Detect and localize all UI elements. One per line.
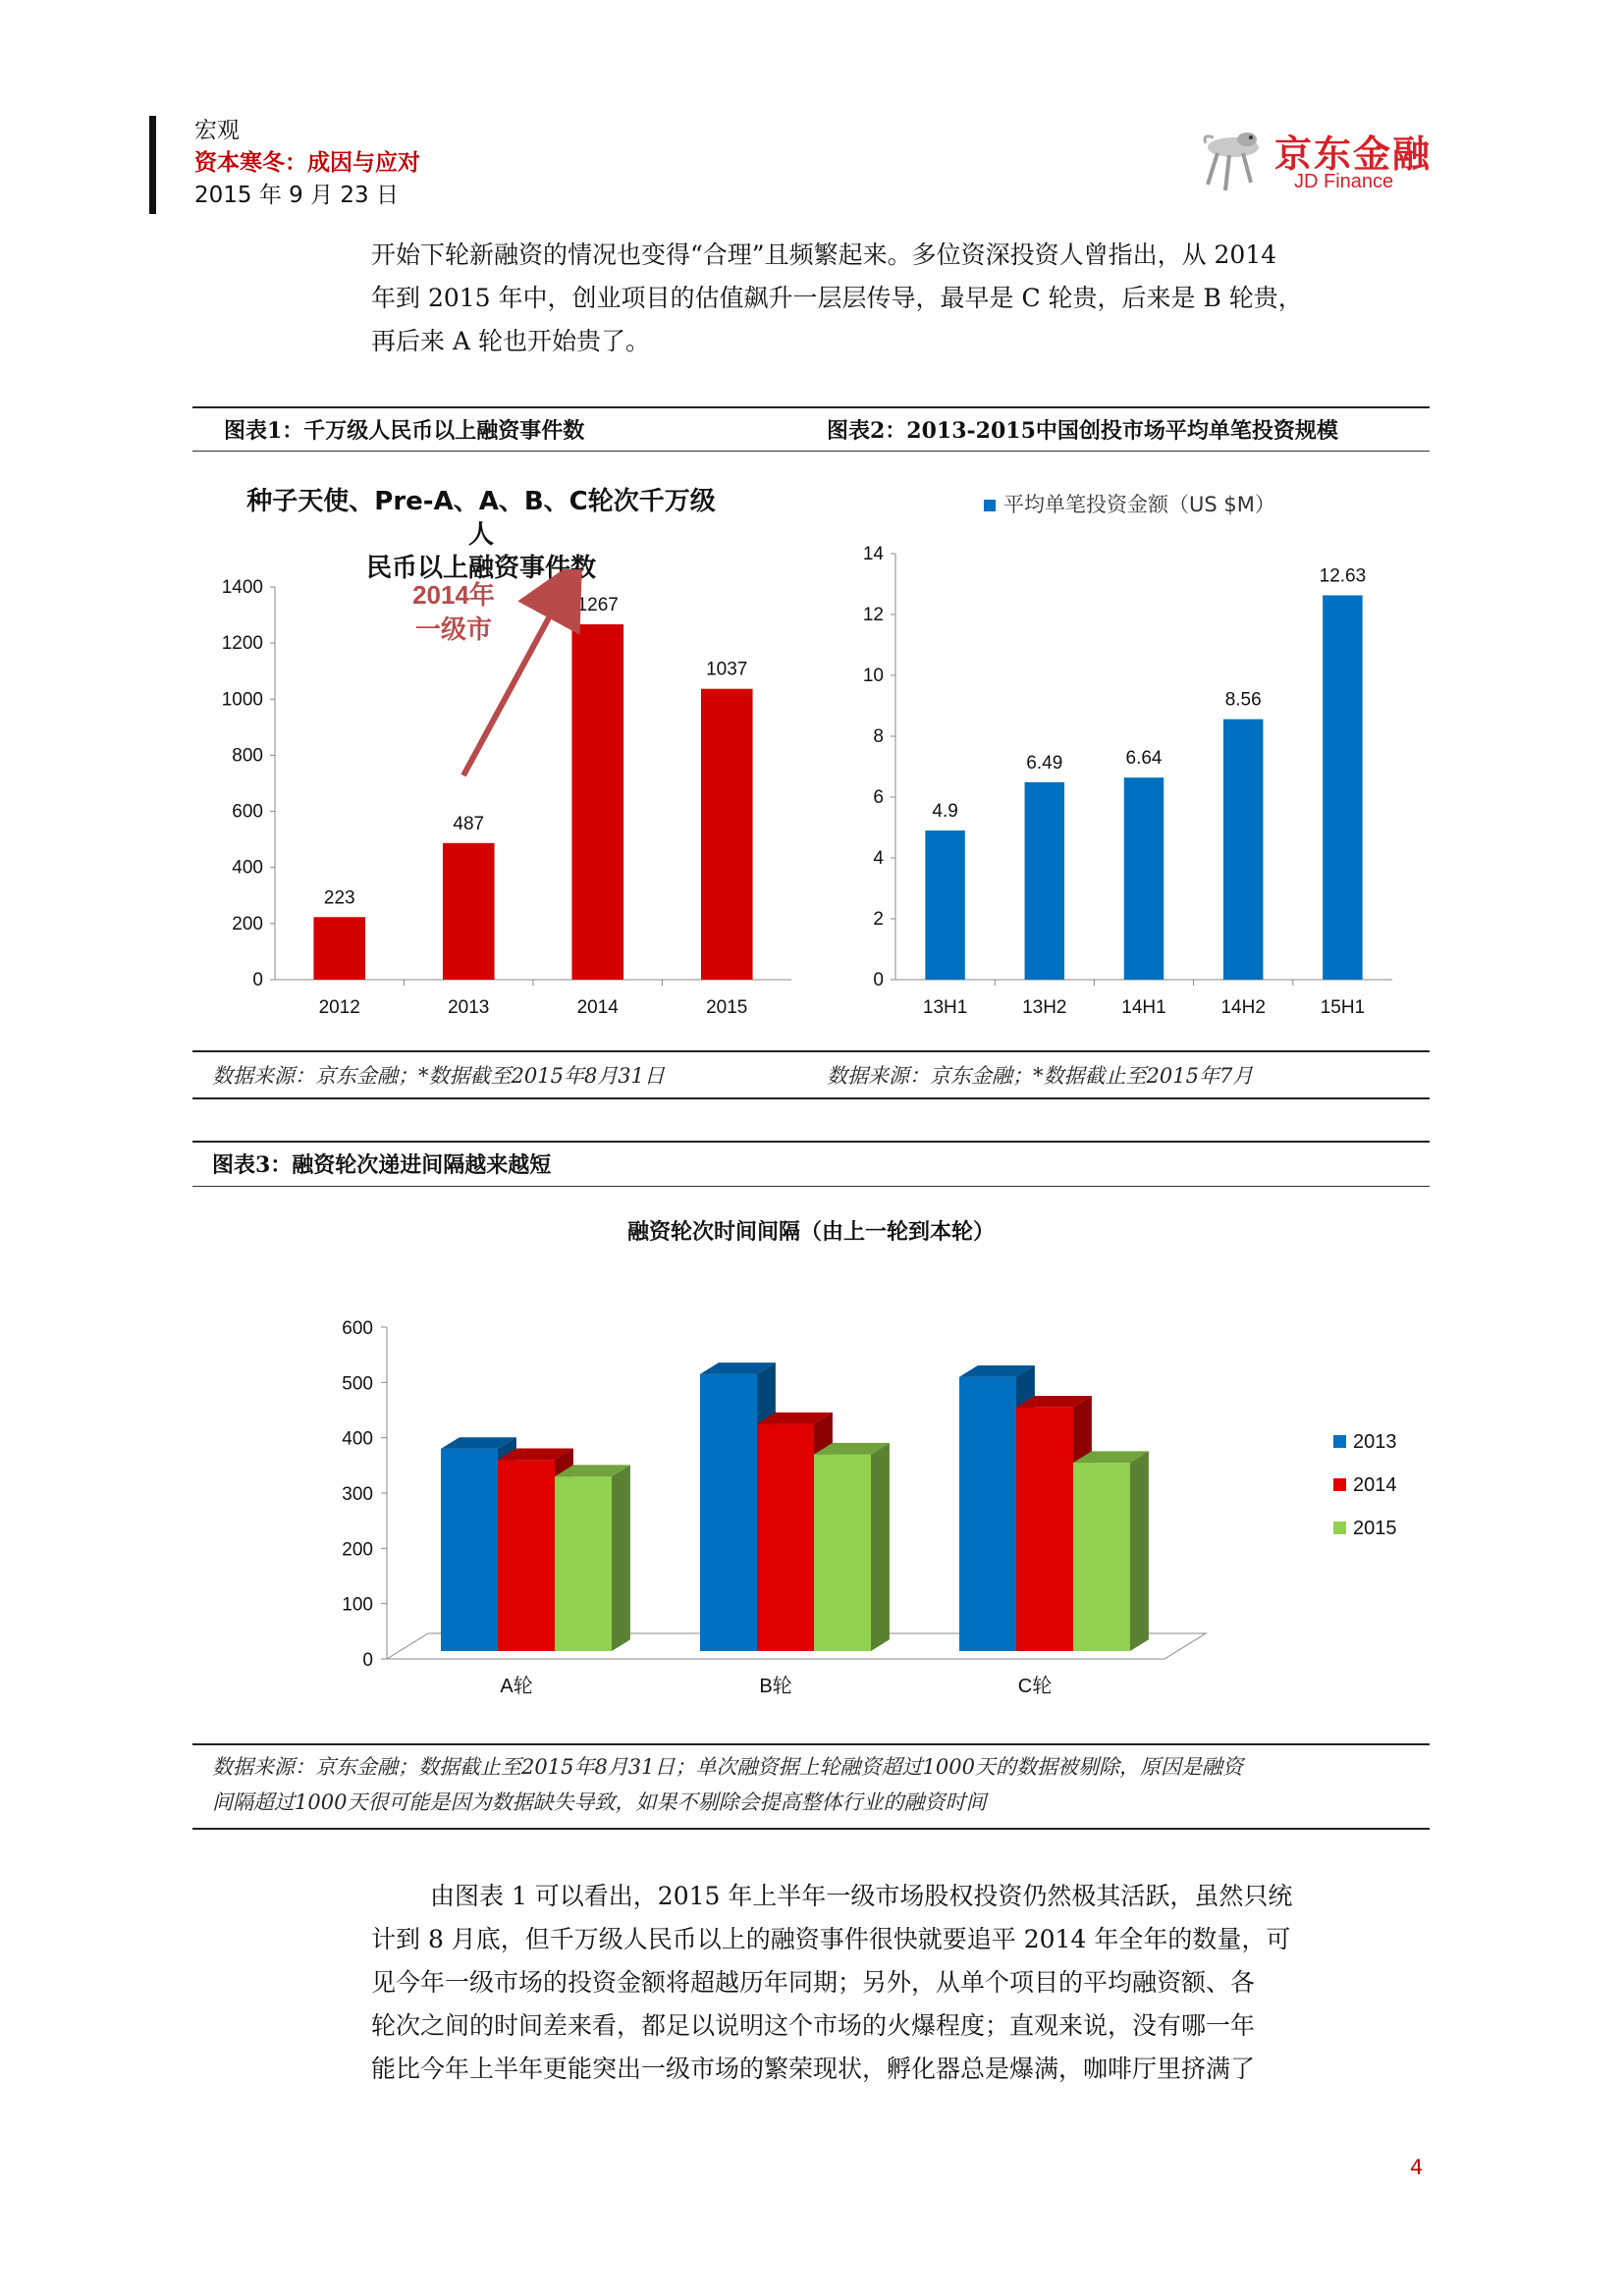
chart2-y-tick-label: 6 [873, 787, 884, 808]
chart3-bar-side [1130, 1451, 1149, 1651]
chart1-category-label: 2013 [448, 997, 490, 1018]
chart3-3d-bar-chart [192, 1266, 1430, 1708]
chart3-legend-label: 2015 [1353, 1518, 1397, 1539]
figure1-label: 图表1：千万级人民币以上融资事件数 [224, 418, 585, 444]
chart2-data-label: 6.64 [1125, 748, 1163, 770]
figure1-source: 数据来源：京东金融；*数据截至2015年8月31日 [212, 1064, 666, 1088]
chart3-y-tick-label: 200 [342, 1539, 373, 1561]
chart1-data-label: 1267 [576, 595, 619, 615]
chart1-annotation: 2014年 [412, 580, 495, 610]
figure3-top-rule [192, 1141, 1430, 1143]
body-paragraph [371, 1875, 1430, 2091]
body-line: 能比今年上半年更能突出一级市场的繁荣现状，孵化器总是爆满，咖啡厅里挤满了 [371, 2055, 1256, 2083]
figure-row-top-rule [192, 406, 1430, 408]
chart1-y-tick-label: 600 [232, 801, 263, 823]
chart3-bar-side [612, 1465, 630, 1651]
figure3-source [212, 1749, 1243, 1820]
chart3-bar-front [700, 1374, 757, 1651]
header-report-title: 资本寒冬：成因与应对 [194, 150, 420, 176]
chart2-legend-swatch [984, 500, 996, 511]
chart3-legend-swatch [1333, 1522, 1346, 1534]
header-category: 宏观 [194, 118, 240, 143]
chart3-bar-front [441, 1449, 498, 1651]
body-line: 见今年一级市场的投资金额将超越历年同期；另外，从单个项目的平均融资额、各 [371, 1968, 1256, 1997]
chart3-category-label: A轮 [500, 1676, 533, 1697]
figure3-source-line: 间隔超过1000天很可能是因为数据缺失导致，如果不剔除会提高整体行业的融资时间 [212, 1790, 987, 1814]
chart1-bar [443, 843, 495, 980]
chart2-bar-chart [825, 530, 1414, 1031]
chart3-bar-front [959, 1377, 1016, 1651]
chart3-bar-front [814, 1455, 871, 1651]
chart2-bar [1223, 720, 1263, 980]
chart1-annotation: 一级市 [414, 614, 493, 644]
page-number: 4 [1410, 2156, 1424, 2179]
chart2-data-label: 8.56 [1224, 689, 1262, 711]
chart3-bar-front [1073, 1463, 1130, 1651]
chart3-bar-front [1016, 1408, 1073, 1651]
logo-cn: 京东金融 [1274, 133, 1433, 176]
intro-line: 年到 2015 年中，创业项目的估值飙升一层层传导，最早是 C 轮贵，后来是 B 轮贵， [371, 284, 1303, 312]
header-date: 2015 年 9 月 23 日 [194, 183, 399, 208]
chart1-data-label: 487 [453, 813, 485, 834]
body-line: 轮次之间的时间差来看，都足以说明这个市场的火爆程度；直观来说，没有哪一年 [371, 2011, 1256, 2040]
chart1-data-label: 223 [323, 887, 355, 909]
chart3-category-label: C轮 [1017, 1676, 1053, 1697]
figure3-source-rule [192, 1743, 1430, 1745]
intro-paragraph [371, 234, 1430, 363]
intro-line: 开始下轮新融资的情况也变得“合理”且频繁起来。多位资深投资人曾指出，从 2014 [371, 240, 1277, 269]
chart1-bar-chart [192, 569, 801, 1031]
body-line: 计到 8 月底，但千万级人民币以上的融资事件很快就要追平 2014 年全年的数量，可 [371, 1925, 1291, 1953]
figure-row-title-rule [192, 451, 1430, 452]
chart1-y-tick-label: 1000 [221, 689, 263, 711]
chart2-category-label: 15H1 [1320, 997, 1366, 1018]
chart2-data-label: 12.63 [1319, 565, 1367, 587]
intro-line: 再后来 A 轮也开始贵了。 [371, 327, 650, 355]
figure3-label: 图表3：融资轮次递进间隔越来越短 [212, 1152, 552, 1178]
chart3-y-tick-label: 600 [342, 1318, 373, 1339]
chart3-y-tick-label: 300 [342, 1484, 373, 1505]
chart2-y-tick-label: 4 [873, 848, 884, 869]
chart2-y-tick-label: 0 [873, 970, 884, 990]
chart3-y-tick-label: 100 [342, 1594, 373, 1616]
chart1-category-label: 2014 [576, 997, 619, 1018]
chart1-y-tick-label: 200 [232, 913, 263, 934]
chart3-legend-label: 2014 [1353, 1474, 1397, 1496]
chart1-title-line: 民币以上融资事件数 [365, 554, 596, 583]
header-bar [149, 116, 156, 214]
chart1-bar [701, 689, 753, 980]
chart2-y-tick-label: 10 [862, 666, 884, 686]
chart1-y-tick-label: 1400 [221, 577, 263, 598]
chart1-y-tick-label: 800 [232, 745, 263, 767]
chart1-category-label: 2012 [318, 997, 360, 1018]
chart3-y-tick-label: 500 [342, 1373, 373, 1395]
chart2-data-label: 6.49 [1026, 752, 1063, 774]
chart3-bar-front [555, 1476, 612, 1651]
chart2-y-tick-label: 12 [862, 605, 884, 625]
chart3-bar-front [498, 1460, 555, 1651]
chart1-bar [571, 624, 623, 980]
chart1-y-tick-label: 0 [252, 970, 263, 990]
chart2-legend-label: 平均单笔投资金额（US $M） [1003, 493, 1275, 516]
chart3-bar-side [871, 1443, 890, 1651]
chart3-bar-front [757, 1424, 814, 1651]
chart2-y-tick-label: 14 [862, 544, 884, 564]
logo-en: JD Finance [1294, 171, 1394, 192]
chart2-legend [984, 489, 1275, 518]
chart3-category-label: B轮 [759, 1676, 792, 1697]
chart2-category-label: 13H2 [1022, 997, 1067, 1018]
chart1-data-label: 1037 [706, 659, 748, 680]
chart3-title: 融资轮次时间间隔（由上一轮到本轮） [626, 1220, 995, 1245]
chart1-title-line: 种子天使、Pre-A、A、B、C轮次千万级人 [246, 487, 716, 550]
chart1-bar [313, 917, 365, 980]
chart2-y-tick-label: 2 [873, 909, 884, 930]
chart2-category-label: 14H1 [1121, 997, 1166, 1018]
chart3-legend-swatch [1333, 1478, 1346, 1491]
chart2-bar [925, 830, 964, 980]
chart1-category-label: 2015 [706, 997, 748, 1018]
figure2-label: 图表2：2013-2015中国创投市场平均单笔投资规模 [827, 418, 1338, 444]
figure3-bottom-rule [192, 1828, 1430, 1830]
chart2-data-label: 4.9 [932, 801, 958, 823]
chart2-category-label: 14H2 [1220, 997, 1266, 1018]
chart2-bar [1124, 777, 1164, 980]
chart2-y-tick-label: 8 [873, 726, 884, 747]
figure-row-bottom-rule [192, 1097, 1430, 1099]
chart3-legend-swatch [1333, 1435, 1346, 1448]
chart2-bar [1323, 595, 1362, 980]
chart2-bar [1025, 782, 1064, 980]
chart3-y-tick-label: 400 [342, 1428, 373, 1450]
figure-row-source-rule [192, 1050, 1430, 1052]
chart3-y-tick-label: 0 [362, 1650, 373, 1671]
figure3-source-line: 数据来源：京东金融；数据截止至2015年8月31日；单次融资据上轮融资超过1000天的数据被剔除，原因是融资 [212, 1755, 1243, 1779]
chart1-y-tick-label: 1200 [221, 633, 263, 655]
jd-dog-logo-icon [1200, 126, 1272, 194]
figure3-title-rule [192, 1186, 1430, 1187]
figure2-source: 数据来源：京东金融；*数据截止至2015年7月 [827, 1064, 1254, 1088]
body-line: 由图表 1 可以看出，2015 年上半年一级市场股权投资仍然极其活跃，虽然只统 [430, 1882, 1293, 1910]
chart2-category-label: 13H1 [922, 997, 968, 1018]
chart3-legend-label: 2013 [1353, 1431, 1397, 1453]
chart1-y-tick-label: 400 [232, 857, 263, 879]
